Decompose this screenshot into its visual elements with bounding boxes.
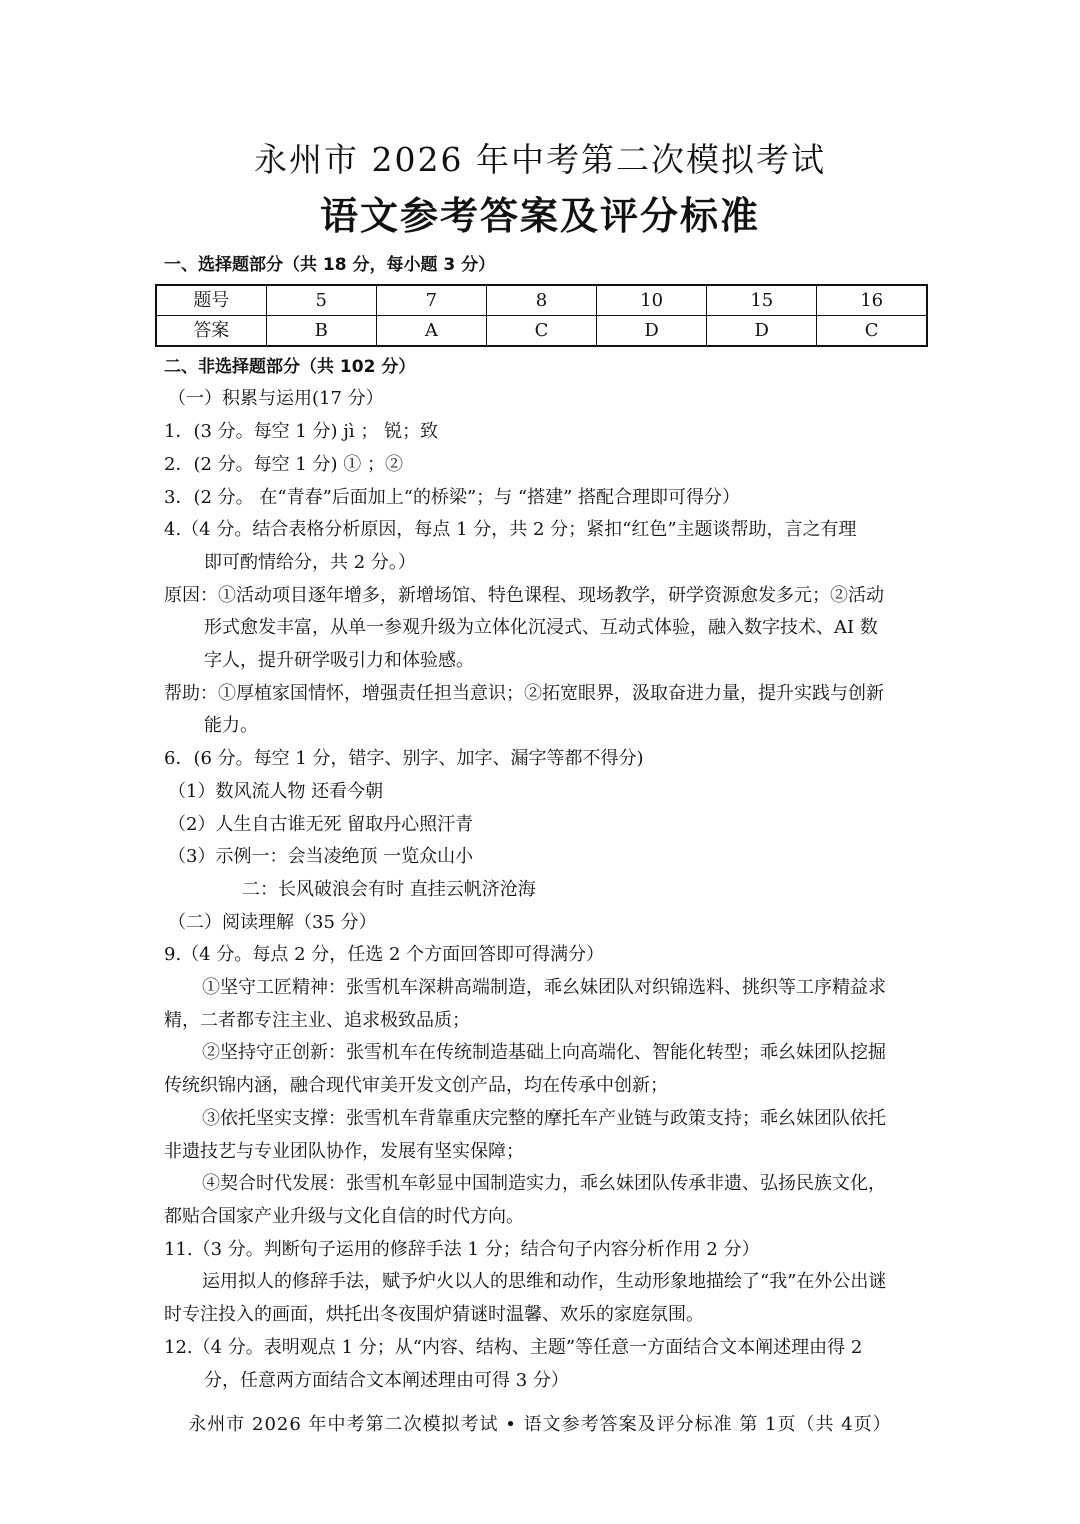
row-label-question: 题号 bbox=[156, 285, 266, 316]
answer-line: 运用拟人的修辞手法，赋予炉火以人的思维和动作，生动形象地描绘了“我”在外公出谜 bbox=[202, 1271, 887, 1293]
answer-cell: C bbox=[486, 315, 596, 346]
answer-cell: A bbox=[376, 315, 486, 346]
answer-line: 字人，提升研学吸引力和体验感。 bbox=[204, 650, 474, 672]
answer-line: 传统织锦内涵，融合现代审美开发文创产品，均在传承中创新； bbox=[164, 1075, 668, 1097]
subsection-heading: （一）积累与运用(17 分） bbox=[168, 388, 384, 410]
answer-line: （3）示例一：会当凌绝顶 一览众山小 bbox=[168, 846, 474, 868]
answer-line: 二：长风破浪会有时 直挂云帆济沧海 bbox=[242, 878, 536, 900]
answer-line: 能力。 bbox=[204, 715, 258, 737]
answer-line: 12.（4 分。表明观点 1 分；从“内容、结构、主题”等任意一方面结合文本阐述理由得 2 bbox=[164, 1336, 863, 1358]
answer-table bbox=[155, 284, 928, 347]
section1-heading: 一、选择题部分（共 18 分，每小题 3 分） bbox=[164, 255, 496, 275]
answer-line: ①坚守工匠精神：张雪机车深耕高端制造，乖幺妹团队对织锦选料、挑织等工序精益求 bbox=[202, 977, 886, 999]
answer-cell: D bbox=[597, 315, 707, 346]
question-number: 8 bbox=[486, 285, 596, 316]
answer-line: 4.（4 分。结合表格分析原因，每点 1 分，共 2 分；紧扣“红色”主题谈帮助，言之有理 bbox=[164, 519, 857, 541]
answer-line: 帮助：①厚植家国情怀，增强责任担当意识；②拓宽眼界，汲取奋进力量，提升实践与创新 bbox=[164, 682, 884, 704]
answer-line: 3．(2 分。 在“青春”后面加上“的桥梁”；与 “搭建” 搭配合理即可得分） bbox=[164, 486, 741, 508]
answer-line: （2）人生自古谁无死 留取丹心照汗青 bbox=[168, 813, 474, 835]
document-subtitle: 语文参考答案及评分标准 bbox=[319, 194, 760, 238]
question-number: 16 bbox=[817, 285, 927, 316]
question-number-row bbox=[156, 285, 927, 316]
answer-line: 精，二者都专注主业、追求极致品质； bbox=[164, 1009, 470, 1031]
page-footer: 永州市 2026 年中考第二次模拟考试 • 语文参考答案及评分标准 第 1页（共 4页） bbox=[188, 1414, 892, 1435]
answer-line: ③依托坚实支撑：张雪机车背靠重庆完整的摩托车产业链与政策支持；乖幺妹团队依托 bbox=[202, 1107, 886, 1129]
section2-heading: 二、非选择题部分（共 102 分） bbox=[164, 356, 416, 377]
answer-line: 9.（4 分。每点 2 分，任选 2 个方面回答即可得满分） bbox=[164, 944, 605, 966]
answer-line: 11.（3 分。判断句子运用的修辞手法 1 分；结合句子内容分析作用 2 分） bbox=[164, 1238, 760, 1260]
answer-line: 2．(2 分。每空 1 分) ① ；② bbox=[164, 453, 404, 475]
question-number: 7 bbox=[376, 285, 486, 316]
answer-line: 分，任意两方面结合文本阐述理由可得 3 分） bbox=[204, 1369, 569, 1391]
question-number: 5 bbox=[266, 285, 376, 316]
question-number: 10 bbox=[597, 285, 707, 316]
answer-line: ④契合时代发展：张雪机车彰显中国制造实力，乖幺妹团队传承非遗、弘扬民族文化， bbox=[202, 1173, 886, 1195]
answer-cell: C bbox=[817, 315, 927, 346]
exam-title: 永州市 2026 年中考第二次模拟考试 bbox=[254, 140, 826, 179]
answer-cell: B bbox=[266, 315, 376, 346]
question-number: 15 bbox=[707, 285, 817, 316]
answer-line: 即可酌情给分，共 2 分。） bbox=[204, 551, 416, 573]
answer-line: ②坚持守正创新：张雪机车在传统制造基础上向高端化、智能化转型；乖幺妹团队挖掘 bbox=[202, 1042, 886, 1064]
answer-line: （1）数风流人物 还看今朝 bbox=[168, 780, 384, 802]
answer-cell: D bbox=[707, 315, 817, 346]
answer-line: 原因：①活动项目逐年增多，新增场馆、特色课程、现场教学，研学资源愈发多元；②活动 bbox=[164, 584, 884, 606]
answer-line: 形式愈发丰富，从单一参观升级为立体化沉浸式、互动式体验，融入数字技术、AI 数 bbox=[204, 617, 878, 639]
row-label-answer: 答案 bbox=[156, 315, 266, 346]
answer-line: 6．(6 分。每空 1 分，错字、别字、加字、漏字等都不得分) bbox=[164, 748, 644, 770]
answer-line: 都贴合国家产业升级与文化自信的时代方向。 bbox=[164, 1205, 524, 1227]
main-content bbox=[164, 249, 920, 1397]
subsection-heading: （二）阅读理解（35 分） bbox=[168, 911, 377, 933]
answer-row bbox=[156, 315, 927, 346]
answer-line: 时专注投入的画面，烘托出冬夜围炉猜谜时温馨、欢乐的家庭氛围。 bbox=[164, 1304, 704, 1326]
answer-line: 1．(3 分。每空 1 分) jì ； 锐；致 bbox=[164, 421, 439, 443]
answer-line: 非遗技艺与专业团队协作，发展有坚实保障； bbox=[164, 1140, 524, 1162]
